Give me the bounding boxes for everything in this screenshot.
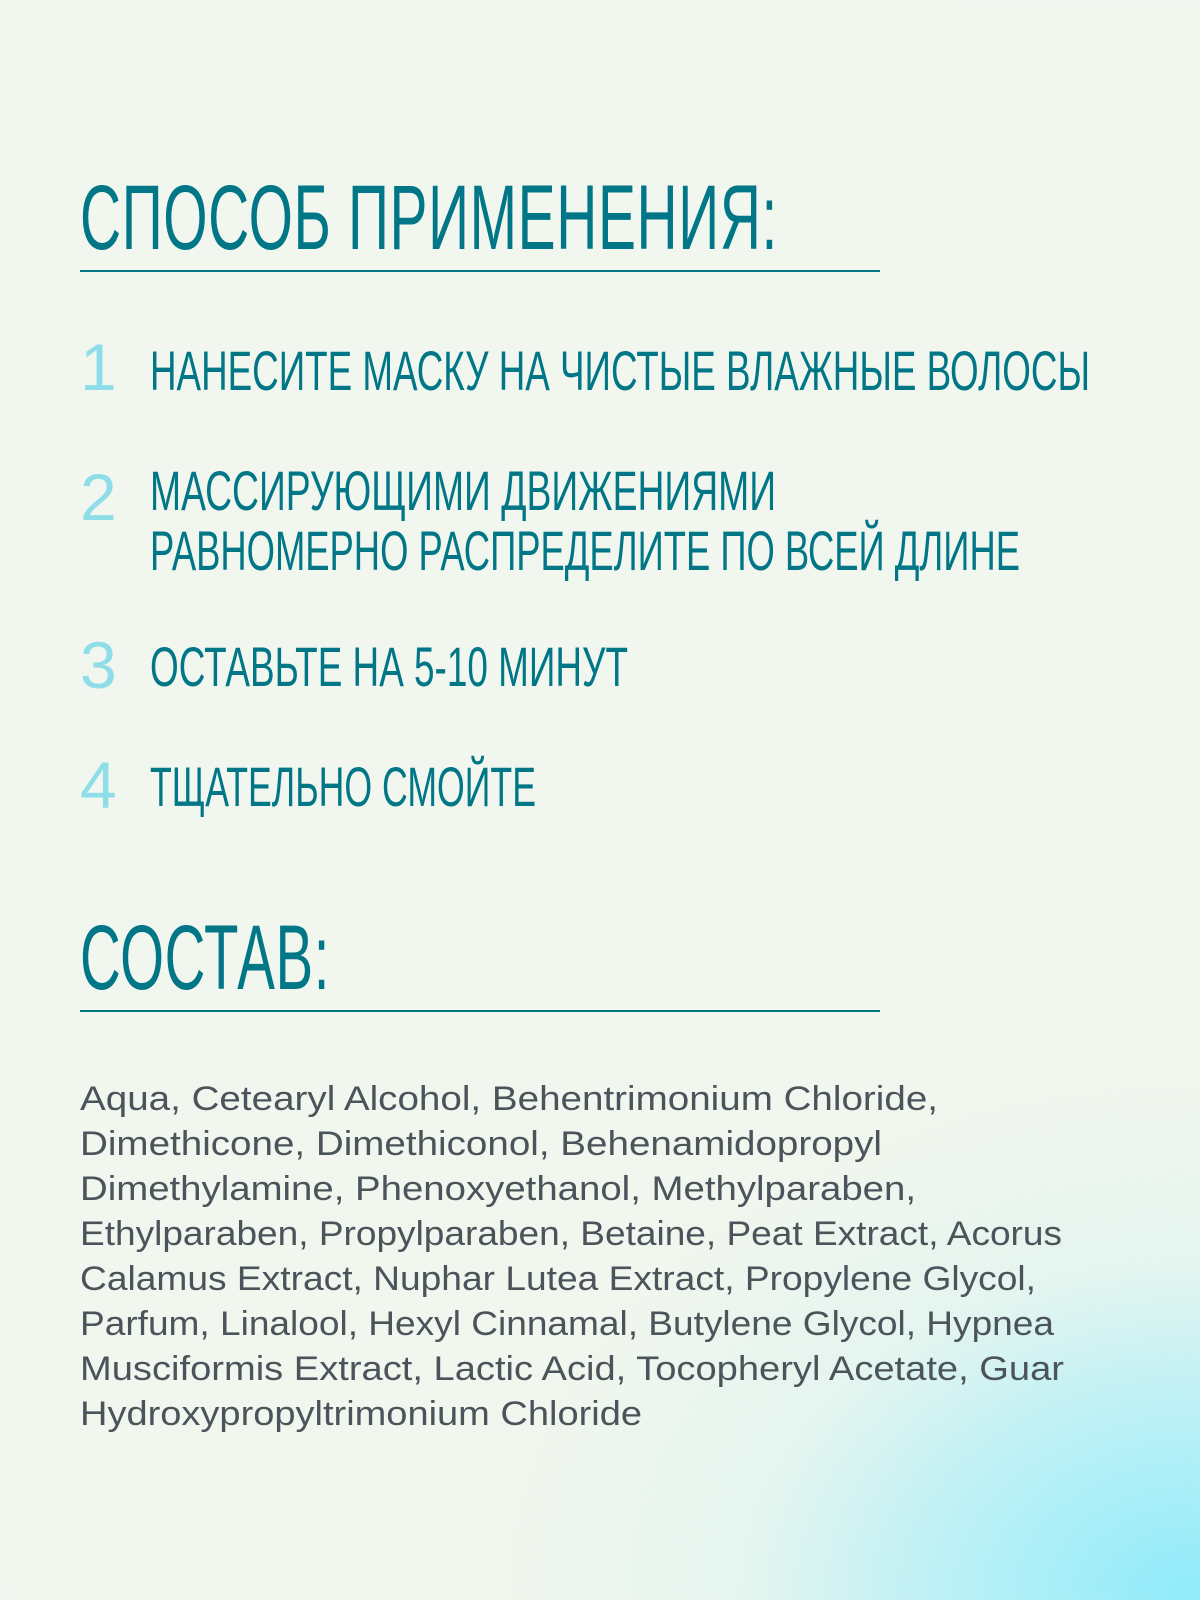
step-text bbox=[150, 459, 1090, 522]
step-line: ТЩАТЕЛЬНО СМОЙТЕ bbox=[150, 755, 536, 818]
ingredients-text: Hydroxypropyltrimonium Chloride bbox=[80, 1395, 642, 1433]
ingredients-text: Musciformis Extract, Lactic Acid, Tocopheryl Acetate, Guar bbox=[80, 1350, 1064, 1388]
ingredients-text: Aqua, Cetearyl Alcohol, Behentrimonium Chloride, bbox=[80, 1080, 939, 1118]
ingredients-text: Parfum, Linalool, Hexyl Cinnamal, Butylene Glycol, Hypnea bbox=[80, 1305, 1054, 1343]
step-number: 1 bbox=[80, 330, 117, 404]
ingredients-line bbox=[80, 1170, 916, 1208]
composition-divider bbox=[80, 1010, 880, 1012]
usage-divider bbox=[80, 270, 880, 272]
step-text bbox=[150, 755, 756, 818]
step-line: НАНЕСИТЕ МАСКУ НА ЧИСТЫЕ ВЛАЖНЫЕ ВОЛОСЫ bbox=[150, 339, 1090, 402]
step-number: 2 bbox=[80, 460, 117, 534]
ingredients-line bbox=[80, 1125, 882, 1163]
step-text bbox=[150, 635, 876, 698]
usage-title-wrap bbox=[80, 167, 1200, 269]
step-text bbox=[150, 339, 1200, 402]
ingredients-line bbox=[80, 1080, 939, 1118]
ingredients-text: Dimethylamine, Phenoxyethanol, Methylparaben, bbox=[80, 1170, 916, 1208]
step-text bbox=[150, 519, 1200, 582]
usage-title: СПОСОБ ПРИМЕНЕНИЯ: bbox=[80, 167, 778, 269]
ingredients-text: Calamus Extract, Nuphar Lutea Extract, Propylene Glycol, bbox=[80, 1260, 1036, 1298]
step-number: 4 bbox=[80, 748, 117, 822]
ingredients-line bbox=[80, 1215, 1062, 1253]
ingredients-line bbox=[80, 1260, 1036, 1298]
ingredients-line bbox=[80, 1350, 1064, 1388]
step-line: ОСТАВЬТЕ НА 5-10 МИНУТ bbox=[150, 635, 628, 698]
step-line: МАССИРУЮЩИМИ ДВИЖЕНИЯМИ bbox=[150, 459, 776, 522]
composition-title-wrap bbox=[80, 907, 488, 1009]
ingredients-text: Ethylparaben, Propylparaben, Betaine, Peat Extract, Acorus bbox=[80, 1215, 1062, 1253]
step-number: 3 bbox=[80, 628, 117, 702]
ingredients-line bbox=[80, 1395, 642, 1433]
composition-title: СОСТАВ: bbox=[80, 907, 330, 1009]
step-line: РАВНОМЕРНО РАСПРЕДЕЛИТЕ ПО ВСЕЙ ДЛИНЕ bbox=[150, 519, 1020, 582]
ingredients-text: Dimethicone, Dimethiconol, Behenamidopropyl bbox=[80, 1125, 882, 1163]
ingredients-line bbox=[80, 1305, 1054, 1343]
